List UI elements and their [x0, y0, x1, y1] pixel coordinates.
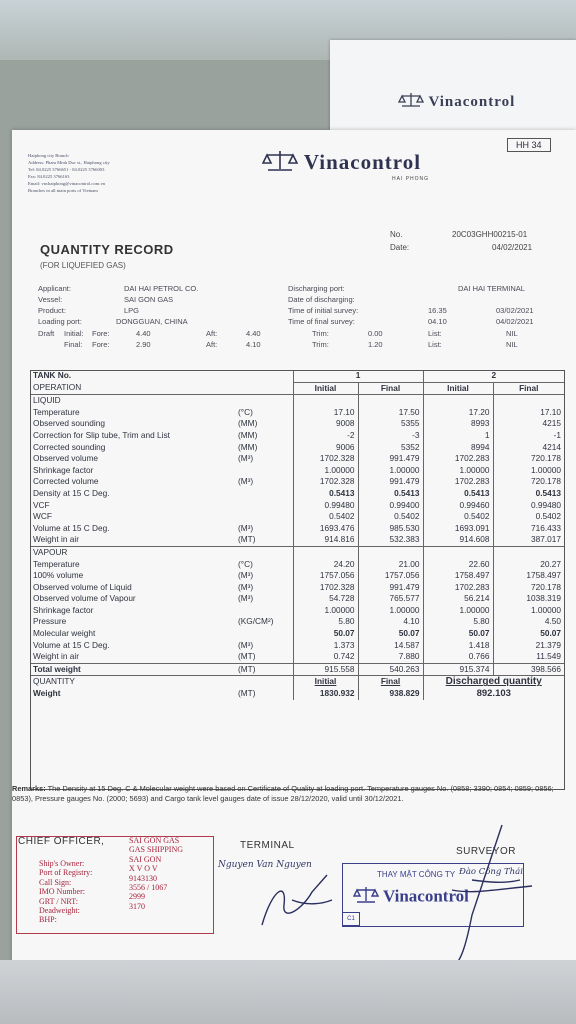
cell-value: 4214 — [493, 442, 564, 454]
row-label: Corrected volume — [33, 476, 99, 487]
cell-value: 991.479 — [358, 476, 423, 488]
ship-stamp — [16, 836, 214, 934]
cell-value: 0.5413 — [423, 488, 493, 500]
row-unit — [235, 511, 293, 523]
cell-value: 720.178 — [493, 453, 564, 465]
cell-value: 0.99460 — [423, 500, 493, 512]
row-unit: (MT) — [238, 534, 256, 545]
table-row — [30, 418, 564, 430]
chief-officer-label: CHIEF OFFICER, — [18, 836, 105, 847]
row-label: VCF — [33, 499, 50, 510]
row-label: Observed volume — [33, 453, 99, 464]
row-label: Correction for Slip tube, Trim and List — [33, 429, 170, 440]
product: LPG — [124, 306, 140, 315]
cell-value: 8993 — [423, 418, 493, 430]
tank-1-header: 1 — [293, 370, 423, 382]
terminal-signature — [232, 870, 342, 930]
cell-value: 50.07 — [293, 628, 358, 640]
quantity-table — [30, 370, 564, 700]
cell-value: 0.766 — [423, 651, 493, 663]
cell-value: 11.549 — [493, 651, 564, 663]
cell-value: 9006 — [293, 442, 358, 454]
row-unit: (M³) — [238, 593, 254, 604]
row-unit: (M³) — [238, 453, 254, 464]
weight-row — [30, 688, 564, 700]
cell-value: 0.5413 — [293, 488, 358, 500]
row-label: Temperature — [33, 558, 80, 569]
terminal-label: TERMINAL — [240, 840, 295, 851]
row-label: Observed volume of Liquid — [33, 581, 132, 592]
row-label: Weight in air — [33, 534, 79, 545]
cell-value: 1.00000 — [423, 605, 493, 617]
row-unit — [235, 488, 293, 500]
time-initial-label: Time of initial survey: — [288, 306, 359, 315]
cell-value: 17.10 — [493, 407, 564, 419]
cell-value: 1702.283 — [423, 582, 493, 594]
surveyor-signature — [432, 820, 542, 970]
background-bottom — [0, 960, 576, 1024]
row-unit: (MM) — [238, 418, 258, 429]
draft-final-aft: 4.10 — [246, 340, 261, 349]
surveyor-label: SURVEYOR — [456, 846, 516, 857]
table-row — [30, 465, 564, 477]
row-label: Temperature — [33, 406, 80, 417]
row-unit: (M³) — [238, 476, 254, 487]
table-row — [30, 476, 564, 488]
col-final-1: Final — [358, 382, 423, 395]
row-unit: (M³) — [238, 581, 254, 592]
table-row — [30, 430, 564, 442]
table-row — [30, 488, 564, 500]
cell-value: 8994 — [423, 442, 493, 454]
table-row — [30, 605, 564, 617]
cell-value: 14.587 — [358, 640, 423, 652]
cell-value: 1702.328 — [293, 476, 358, 488]
cell-value: 1702.283 — [423, 453, 493, 465]
row-unit: (KG/CM²) — [238, 616, 274, 627]
remarks: Remarks: The Density at 15 Deg. C & Molecular weight were based on Certificate of Quality at loading port. Temperature gauges No. (0858; 3390; 0854; 0859; 0856; 0853), Pressure gauges No. (2000; 5693) and Cargo tank level gauges date of issue 28/12/2020, valid until 30/12/2021. — [12, 784, 554, 803]
cell-value: 17.10 — [293, 407, 358, 419]
vapour-section-label: VAPOUR — [30, 546, 235, 558]
cell-value: 387.017 — [493, 534, 564, 546]
cell-value: 5.80 — [293, 616, 358, 628]
quantity-record-document — [12, 130, 576, 984]
cell-value: 56.214 — [423, 593, 493, 605]
cell-value: 24.20 — [293, 559, 358, 571]
cell-value: 1.373 — [293, 640, 358, 652]
company-logo: Vinacontrol — [262, 150, 421, 178]
cell-value: 50.07 — [423, 628, 493, 640]
cell-value: 4.50 — [493, 616, 564, 628]
row-label: 100% volume — [33, 570, 84, 581]
applicant: DAI HAI PETROL CO. — [124, 284, 199, 293]
branch-address: Haiphong city Branch Address: Pham Minh Duc st., Haiphong city Tel: 84.0225 3766651 - 84.0225 3766003 Fax: 84.0225 3766163 Email: vnchaiphong@vinacontrol.com.vn Branches in all main ports of Vietnam — [28, 153, 110, 193]
cell-value: 21.379 — [493, 640, 564, 652]
form-code: HH 34 — [507, 138, 551, 152]
cell-value: 1038.319 — [493, 593, 564, 605]
cell-value: 1.418 — [423, 640, 493, 652]
weight-initial: 1830.932 — [293, 688, 358, 700]
table-row — [30, 523, 564, 535]
vapour-section-row — [30, 546, 564, 558]
fore-label: Fore: — [92, 340, 110, 349]
discharged-quantity-label: Discharged quantity — [423, 676, 564, 688]
date-initial: 03/02/2021 — [496, 306, 534, 315]
table-row — [30, 593, 564, 605]
cell-value: 991.479 — [358, 582, 423, 594]
cell-value: 20.27 — [493, 559, 564, 571]
total-weight-row — [30, 663, 564, 676]
page-title: QUANTITY RECORD — [40, 242, 174, 257]
total-weight-unit: (MT) — [235, 663, 293, 676]
liquid-section-label: LIQUID — [33, 395, 61, 406]
operation-label: OPERATION — [30, 382, 235, 395]
table-row — [30, 570, 564, 582]
table-row — [30, 616, 564, 628]
scale-logo-icon — [262, 150, 298, 178]
cell-value: 991.479 — [358, 453, 423, 465]
row-label: Molecular weight — [33, 628, 96, 639]
row-label: Corrected sounding — [33, 441, 106, 452]
list-final: NIL — [506, 340, 518, 349]
cell-value: 1702.328 — [293, 582, 358, 594]
cell-value: 1 — [423, 430, 493, 442]
loading-port: DONGGUAN, CHINA — [116, 317, 188, 326]
cell-value: 17.50 — [358, 407, 423, 419]
aft-label: Aft: — [206, 329, 218, 338]
surveyor-stamp-header: THAY MẶT CÔNG TY — [377, 870, 456, 879]
weight-discharged: 892.103 — [423, 688, 564, 700]
col-final-2: Final — [493, 382, 564, 395]
cell-value: 5352 — [358, 442, 423, 454]
cell-value: -2 — [293, 430, 358, 442]
draft-final-fore: 2.90 — [136, 340, 151, 349]
row-label: Pressure — [33, 616, 67, 627]
table-row — [30, 442, 564, 454]
draft-final-label: Final: — [64, 340, 83, 349]
cell-value: 7.880 — [358, 651, 423, 663]
table-row — [30, 511, 564, 523]
ship-stamp-values: SAI GON GAS GAS SHIPPING SAI GON X V O V 9143130 3556 / 1067 2999 3170 — [129, 836, 184, 911]
vessel: SAI GON GAS — [124, 295, 174, 304]
row-unit: (°C) — [238, 406, 253, 417]
tank-no-label: TANK No. — [33, 370, 72, 381]
table-row — [30, 582, 564, 594]
row-unit: (M³) — [238, 639, 254, 650]
cell-value: 1.00000 — [293, 605, 358, 617]
cell-value: 5355 — [358, 418, 423, 430]
row-unit: (M³) — [238, 522, 254, 533]
time-initial: 16.35 — [428, 306, 447, 315]
cell-value: 1.00000 — [358, 465, 423, 477]
cell-value: 1758.497 — [493, 570, 564, 582]
record-date: 04/02/2021 — [492, 243, 533, 252]
cell-value: 720.178 — [493, 582, 564, 594]
logo-subtitle: HAI PHONG — [392, 176, 430, 182]
discharging-port: DAI HAI TERMINAL — [458, 284, 525, 293]
draft-label: Draft — [38, 329, 55, 338]
cell-value: 1.00000 — [493, 465, 564, 477]
quantity-label: QUANTITY — [30, 676, 235, 688]
cell-value: 17.20 — [423, 407, 493, 419]
cell-value: 9008 — [293, 418, 358, 430]
cell-value: 54.728 — [293, 593, 358, 605]
row-label: Volume at 15 C Deg. — [33, 522, 110, 533]
cell-value: 0.5402 — [358, 511, 423, 523]
row-unit — [235, 500, 293, 512]
scale-logo-icon — [398, 92, 424, 113]
tank-2-header: 2 — [423, 370, 564, 382]
quantity-final-label: Final — [358, 676, 423, 688]
table-row — [30, 651, 564, 663]
cell-value: 1702.283 — [423, 476, 493, 488]
cell-value: -1 — [493, 430, 564, 442]
row-unit: (MM) — [238, 429, 258, 440]
row-unit — [235, 628, 293, 640]
row-unit: (MM) — [238, 441, 258, 452]
table-row — [30, 628, 564, 640]
row-label: Shrinkage factor — [33, 604, 94, 615]
cell-value: 0.5402 — [493, 511, 564, 523]
cell-value: 0.99400 — [358, 500, 423, 512]
row-label: WCF — [33, 511, 52, 522]
cell-value: 0.5413 — [358, 488, 423, 500]
table-row — [30, 407, 564, 419]
cell-value: 5.80 — [423, 616, 493, 628]
vessel-label: Vessel: — [38, 295, 63, 304]
cell-value: 914.608 — [423, 534, 493, 546]
cell-value: 0.99480 — [493, 500, 564, 512]
col-initial-1: Initial — [293, 382, 358, 395]
cell-value: 532.383 — [358, 534, 423, 546]
applicant-label: Applicant: — [38, 284, 71, 293]
cell-value: 1.00000 — [293, 465, 358, 477]
list-label: List: — [428, 329, 442, 338]
trim-label: Trim: — [312, 340, 329, 349]
cell-value: 716.433 — [493, 523, 564, 535]
date-final: 04/02/2021 — [496, 317, 534, 326]
table-row — [30, 500, 564, 512]
cell-value: 21.00 — [358, 559, 423, 571]
row-label: Observed sounding — [33, 418, 105, 429]
time-final-label: Time of final survey: — [288, 317, 355, 326]
cell-value: 985.530 — [358, 523, 423, 535]
stamp-code: C1 — [342, 912, 360, 926]
row-label: Density at 15 C Deg. — [33, 487, 110, 498]
table-row — [30, 453, 564, 465]
time-final: 04.10 — [428, 317, 447, 326]
draft-initial-aft: 4.40 — [246, 329, 261, 338]
row-unit — [235, 605, 293, 617]
loading-port-label: Loading port: — [38, 317, 82, 326]
cell-value: 1693.476 — [293, 523, 358, 535]
back-sheet — [330, 40, 576, 130]
page-subtitle: (FOR LIQUEFIED GAS) — [40, 261, 126, 270]
cell-value: 0.99480 — [293, 500, 358, 512]
record-date-label: Date: — [390, 243, 410, 252]
trim-label: Trim: — [312, 329, 329, 338]
cell-value: 1693.091 — [423, 523, 493, 535]
cell-value: 0.5402 — [293, 511, 358, 523]
cell-value: -3 — [358, 430, 423, 442]
row-label: Weight in air — [33, 651, 79, 662]
cell-value: 914.816 — [293, 534, 358, 546]
cell-value: 720.178 — [493, 476, 564, 488]
cell-value: 4215 — [493, 418, 564, 430]
product-label: Product: — [38, 306, 66, 315]
fore-label: Fore: — [92, 329, 110, 338]
ship-stamp-fields: Ship's Owner: Port of Registry: Call Sign: IMO Number: GRT / NRT: Deadweight: BHP: — [39, 859, 93, 925]
table-row — [30, 534, 564, 546]
draft-initial-label: Initial: — [64, 329, 84, 338]
total-weight-label: Total weight — [30, 663, 235, 676]
total-weight-value: 915.374 — [423, 663, 493, 676]
quantity-header-row — [30, 676, 564, 688]
date-discharging-label: Date of discharging: — [288, 295, 355, 304]
row-unit — [235, 465, 293, 477]
row-unit: (M³) — [238, 570, 254, 581]
total-weight-value: 915.558 — [293, 663, 358, 676]
weight-unit: (MT) — [238, 688, 256, 699]
record-no: 20C03GHH00215-01 — [452, 230, 528, 239]
trim-initial: 0.00 — [368, 329, 383, 338]
row-label: Observed volume of Vapour — [33, 593, 136, 604]
record-no-label: No. — [390, 230, 403, 239]
cell-value: 0.742 — [293, 651, 358, 663]
back-sheet-logo: Vinacontrol — [398, 92, 515, 113]
cell-value: 1.00000 — [423, 465, 493, 477]
surveyor-stamp-logo: Vinacontrol — [353, 886, 469, 909]
cell-value: 1757.056 — [293, 570, 358, 582]
cell-value: 1.00000 — [358, 605, 423, 617]
total-weight-value: 398.566 — [493, 663, 564, 676]
cell-value: 1.00000 — [493, 605, 564, 617]
table-row — [30, 559, 564, 571]
col-initial-2: Initial — [423, 382, 493, 395]
cell-value: 1757.056 — [358, 570, 423, 582]
cell-value: 765.577 — [358, 593, 423, 605]
cell-value: 0.5413 — [493, 488, 564, 500]
terminal-name: Nguyen Van Nguyen — [218, 860, 312, 870]
table-row — [30, 640, 564, 652]
remarks-text: The Density at 15 Deg. C & Molecular weight were based on Certificate of Quality at loading port. Temperature gauges No. (0858; 3390; 0854; 0859; 0856; 0853), Pressure gauges No. (2000; 5693) and Cargo tank level gauges date of issue 28/12/2020, valid until 30/12/2021. — [12, 784, 554, 803]
row-label: Volume at 15 C Deg. — [33, 639, 110, 650]
row-unit: (°C) — [238, 558, 253, 569]
row-label: Shrinkage factor — [33, 464, 94, 475]
draft-initial-fore: 4.40 — [136, 329, 151, 338]
cell-value: 1758.497 — [423, 570, 493, 582]
cell-value: 50.07 — [358, 628, 423, 640]
total-weight-value: 540.263 — [358, 663, 423, 676]
trim-final: 1.20 — [368, 340, 383, 349]
aft-label: Aft: — [206, 340, 218, 349]
cell-value: 1702.328 — [293, 453, 358, 465]
cell-value: 50.07 — [493, 628, 564, 640]
quantity-initial-label: Initial — [293, 676, 358, 688]
row-unit: (MT) — [238, 651, 256, 662]
list-label: List: — [428, 340, 442, 349]
surveyor-name: Đào Công Thái — [459, 867, 523, 877]
cell-value: 22.60 — [423, 559, 493, 571]
quantity-table-body — [30, 370, 564, 700]
list-initial: NIL — [506, 329, 518, 338]
weight-final: 938.829 — [358, 688, 423, 700]
weight-label: Weight — [33, 688, 61, 699]
discharging-port-label: Discharging port: — [288, 284, 345, 293]
cell-value: 4.10 — [358, 616, 423, 628]
cell-value: 0.5402 — [423, 511, 493, 523]
scale-logo-icon — [353, 886, 379, 909]
